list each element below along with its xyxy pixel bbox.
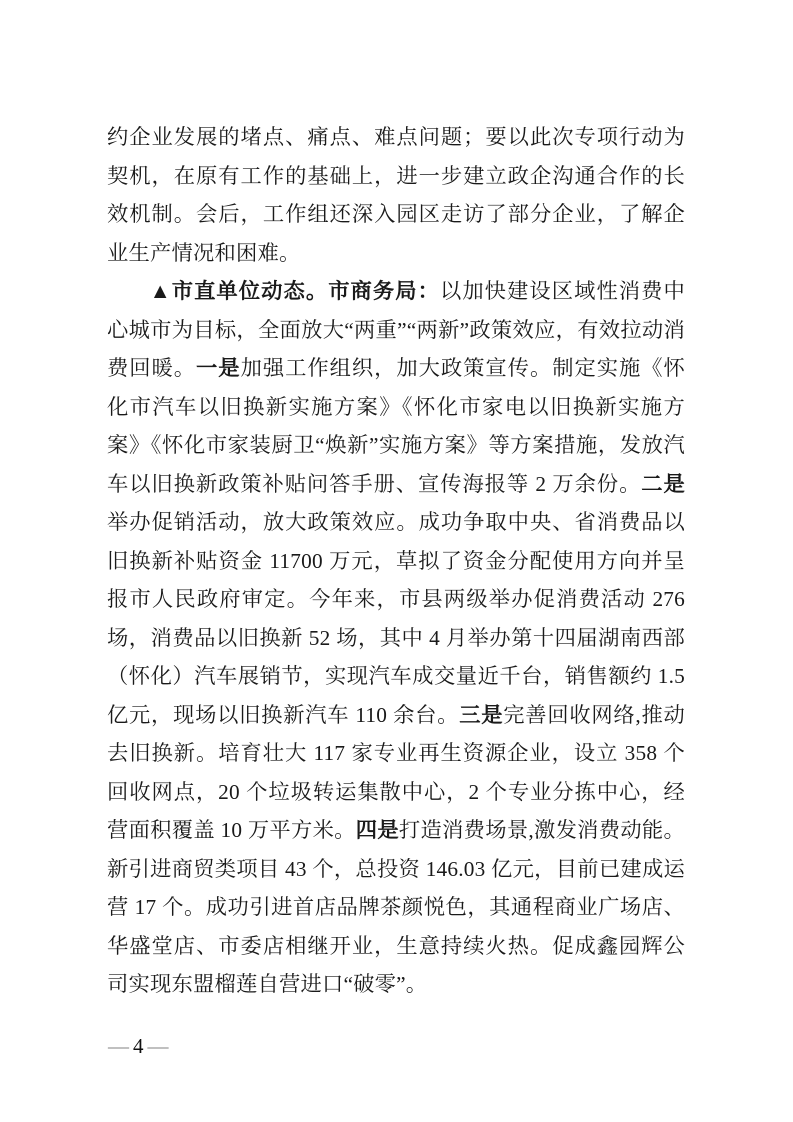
paragraph <box>107 118 685 272</box>
text-run: 约企业发展的堵点、痛点、难点问题；要以此次专项行动为契机，在原有工作的基础上，进一步建立政企沟通合作的长效机制。会后，工作组还深入园区走访了部分企业，了解企业生产情况和困难。 <box>107 125 685 265</box>
emphasis-run: 一是 <box>196 356 241 380</box>
paragraph <box>107 272 685 1004</box>
page-number-value: 4 <box>133 1034 145 1058</box>
page-number-dash-right: — <box>147 1034 170 1058</box>
text-run: 完善回收网络,推动去旧换新。培育壮大 117 家专业再生资源企业，设立 358 个回收网点，20 个垃圾转运集散中心，2 个专业分拣中心，经营面积覆盖 10 万平方米。 <box>107 702 685 842</box>
section-heading: ▲市直单位动态。市商务局： <box>149 279 440 303</box>
document-body <box>107 118 685 1004</box>
emphasis-run: 四是 <box>355 818 399 842</box>
page-number <box>108 1031 170 1061</box>
page-number-dash-left: — <box>108 1034 130 1058</box>
text-run: 举办促销活动，放大政策效应。成功争取中央、省消费品以旧换新补贴资金 11700 万元，草拟了资金分配使用方向并呈报市人民政府审定。今年来，市县两级举办促消费活动 276 场，消费品以旧换新 52 场，其中 4 月举办第十四届湖南西部（怀化）汽车展销节，实现汽车成交量近千台，销售额约 1.5 亿元，现场以旧换新汽车 110 余台。 <box>107 510 685 727</box>
text-run: 打造消费场景,激发消费动能。新引进商贸类项目 43 个，总投资 146.03 亿元，目前已建成运营 17 个。成功引进首店品牌茶颜悦色，其通程商业广场店、华盛堂店、市委店相继开业，生意持续火热。促成鑫园辉公司实现东盟榴莲自营进口“破零”。 <box>107 818 685 996</box>
emphasis-run: 二是 <box>641 471 685 496</box>
text-run: 以加快建设区域性消费中心城市为目标，全面放大“两重”“两新”政策效应，有效拉动消费回暖。 <box>107 279 685 380</box>
emphasis-run: 三是 <box>459 702 504 727</box>
text-run: 加强工作组织，加大政策宣传。制定实施《怀化市汽车以旧换新实施方案》《怀化市家电以旧换新实施方案》《怀化市家装厨卫“焕新”实施方案》等方案措施，发放汽车以旧换新政策补贴问答手册、宣传海报等 2 万余份。 <box>107 356 685 496</box>
